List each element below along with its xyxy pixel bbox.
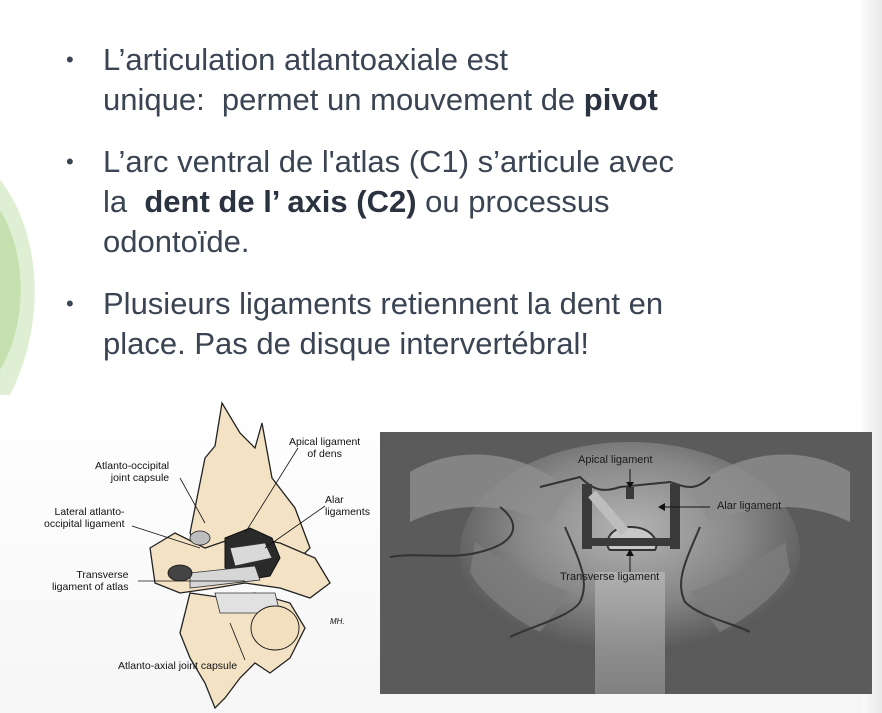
bullet-item-2 [60, 142, 780, 262]
xray-drawing [380, 432, 872, 694]
xray-label-apical: Apical ligament [578, 454, 653, 466]
bullet-item-1 [60, 40, 780, 120]
bullet-line [103, 324, 780, 364]
bold-text: dent de l’ axis (C2) [144, 184, 417, 219]
label-transverse-ligament [52, 569, 128, 593]
label-lateral-atlanto-occipital [44, 506, 125, 530]
label-line: occipital ligament [44, 518, 125, 530]
text: la [103, 184, 145, 219]
artist-signature: MH. [330, 617, 345, 626]
label-line: ligament of atlas [52, 581, 129, 593]
leaf-decoration [0, 170, 60, 400]
bullet-line [103, 80, 780, 120]
bullet-line [103, 142, 780, 182]
text: unique: permet un mouvement de [103, 82, 584, 117]
text: L’arc ventral de l'atlas (C1) s’articule avec [103, 144, 675, 179]
label-alar-ligaments [325, 494, 370, 518]
xray-label-transverse: Transverse ligament [560, 571, 660, 583]
bullet-dot: • [66, 47, 74, 72]
label-atlanto-axial-capsule: Atlanto-axial joint capsule [118, 660, 238, 672]
label-line: Transverse [76, 569, 129, 581]
atlantoaxial-illustration [40, 398, 385, 713]
text: ou processus [416, 184, 610, 219]
text: L’articulation atlantoaxiale est [103, 42, 508, 77]
bullet-line [103, 182, 780, 222]
bullet-dot: • [66, 149, 74, 174]
text: place. Pas de disque intervertébral! [103, 326, 589, 361]
xray-label-alar: Alar ligament [717, 500, 782, 512]
text: odontoïde. [103, 224, 250, 259]
bullet-line [103, 284, 780, 324]
bullet-item-3 [60, 284, 780, 364]
label-line: Atlanto-occipital [95, 460, 170, 472]
label-line: Lateral atlanto- [54, 506, 125, 518]
label-line: joint capsule [110, 472, 170, 484]
label-line: Apical ligament [289, 436, 361, 448]
bullet-line [103, 40, 780, 80]
xray-image [380, 432, 872, 694]
label-atlanto-occipital-capsule [95, 460, 169, 484]
bold-text: pivot [583, 82, 658, 117]
text: Plusieurs ligaments retiennent la dent en [103, 286, 664, 321]
bullet-dot: • [66, 291, 74, 316]
label-line: of dens [307, 448, 342, 460]
label-line: Alar [325, 494, 344, 506]
bullet-line [103, 222, 780, 262]
label-line: ligaments [325, 506, 370, 518]
bullet-list [60, 40, 780, 386]
label-apical-ligament [289, 436, 360, 460]
